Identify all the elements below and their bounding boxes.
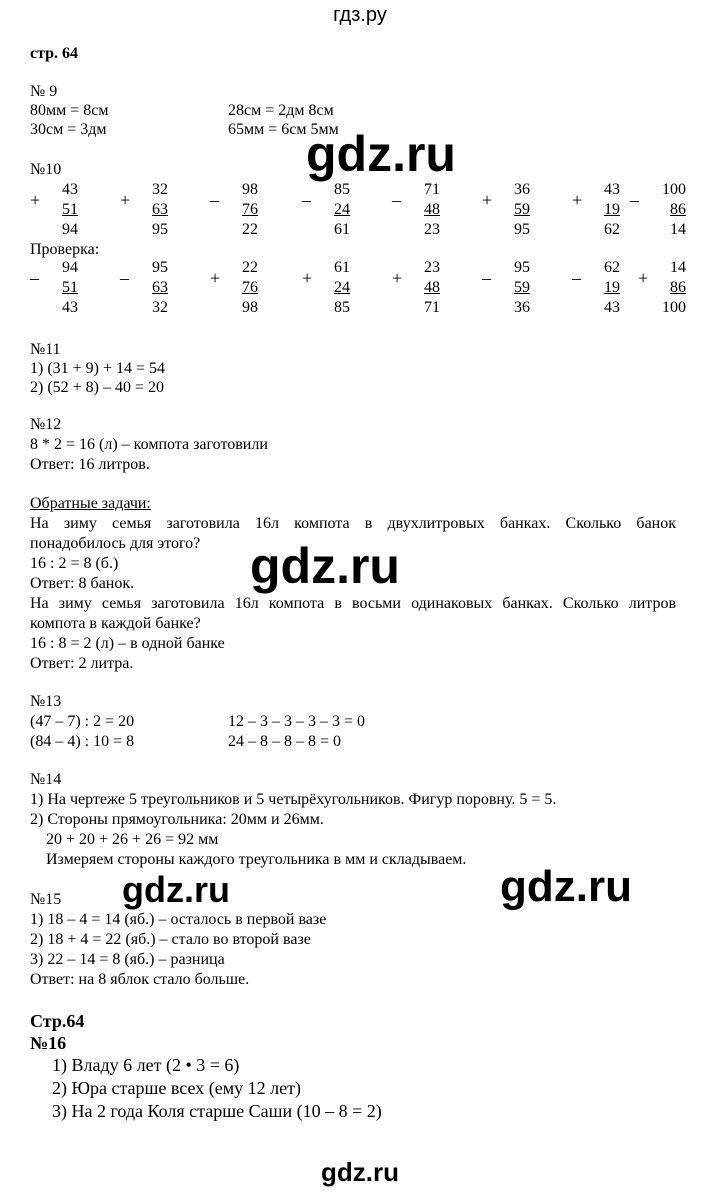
n10-example-3-operator: – (210, 190, 219, 210)
n10-check-1-b: 51 (62, 279, 78, 296)
n10-example-8-b: 86 (670, 201, 686, 218)
n10-example-3-a: 98 (242, 181, 258, 198)
n12-task1-solution: 16 : 2 = 8 (б.) (30, 555, 119, 572)
n10-check-5-operator: + (392, 268, 403, 288)
n10-check-7-r: 43 (604, 299, 620, 316)
n12-task1-line2: понадобилось для этого? (30, 535, 201, 552)
n10-check-6-a: 95 (514, 259, 530, 276)
n10-example-7-r: 62 (604, 221, 620, 238)
watermark-3: gdz.ru (122, 869, 230, 910)
n10-example-1-b: 51 (62, 201, 78, 218)
n10-example-7-a: 43 (604, 181, 620, 198)
n10-example-2-b: 63 (152, 201, 168, 218)
n10-example-4-r: 61 (334, 221, 350, 238)
n10-example-5-a: 71 (424, 181, 440, 198)
n13-title: №13 (30, 693, 62, 710)
n15-line-3: 3) 22 – 14 = 8 (яб.) – разница (30, 951, 225, 968)
n12-task2-solution: 16 : 8 = 2 (л) – в одной банке (30, 635, 225, 652)
n10-example-8-a: 100 (662, 181, 686, 198)
n10-example-3-r: 22 (242, 221, 258, 238)
n10-check-3-operator: + (210, 268, 221, 288)
n10-example-4-a: 85 (334, 181, 350, 198)
n10-example-6-a: 36 (514, 181, 530, 198)
n9-left-2: 30см = 3дм (30, 121, 107, 138)
n10-example-1-r: 94 (62, 221, 78, 238)
n14-title: №14 (30, 771, 62, 788)
n12-task2-line1: На зиму семья заготовила 16л компота в восьми одинаковых банках. Сколько литров (30, 595, 676, 612)
n10-check-8-operator: + (638, 268, 649, 288)
page-heading: стр. 64 (30, 45, 79, 62)
n12-title: №12 (30, 416, 62, 433)
n11-title: №11 (30, 341, 61, 358)
n10-check-3-a: 22 (242, 259, 258, 276)
n10-example-7-b: 19 (604, 201, 620, 218)
n10-example-5-b: 48 (424, 201, 440, 218)
n16-title: №16 (30, 1033, 67, 1053)
n10-check-2-r: 32 (152, 299, 168, 316)
n10-check-7-operator: – (572, 268, 581, 288)
n9-right-1: 28см = 2дм 8см (228, 102, 334, 119)
n12-solution: 8 * 2 = 16 (л) – компота заготовили (30, 436, 268, 453)
n10-check-1-operator: – (30, 268, 39, 288)
n10-check-8-b: 86 (670, 279, 686, 296)
n15-line-2: 2) 18 + 4 = 22 (яб.) – стало во второй вазе (30, 931, 311, 948)
n12-task1-line1: На зиму семья заготовила 16л компота в двухлитровых банках. Сколько банок (30, 515, 676, 532)
n10-check-5-a: 23 (424, 259, 440, 276)
n14-line-2: 2) Стороны прямоугольника: 20мм и 26мм. (30, 811, 324, 828)
n10-check-6-b: 59 (514, 279, 530, 296)
n14-line-1: 1) На чертеже 5 треугольников и 5 четырёхугольников. Фигур поровну. 5 = 5. (30, 791, 557, 808)
n10-check-2-a: 95 (152, 259, 168, 276)
n12-task2-answer: Ответ: 2 литра. (30, 655, 134, 672)
n11-line-2: 2) (52 + 8) – 40 = 20 (30, 379, 165, 396)
n10-check-4-a: 61 (334, 259, 350, 276)
watermark-4: gdz.ru (500, 862, 632, 911)
n16-line-1: 1) Владу 6 лет (2 • 3 = 6) (52, 1055, 240, 1075)
n14-line-3: 20 + 20 + 26 + 26 = 92 мм (46, 831, 219, 848)
n10-example-2-r: 95 (152, 221, 168, 238)
n13-left-1: (47 – 7) : 2 = 20 (30, 713, 135, 730)
n10-check-7-a: 62 (604, 259, 620, 276)
n12-task1-answer: Ответ: 8 банок. (30, 575, 135, 592)
n10-example-1-a: 43 (62, 181, 78, 198)
n10-check-3-b: 76 (242, 279, 258, 296)
n15-line-4: Ответ: на 8 яблок стало больше. (30, 971, 250, 988)
n10-check-5-b: 48 (424, 279, 440, 296)
n10-example-3-b: 76 (242, 201, 258, 218)
n10-check-4-b: 24 (334, 279, 350, 296)
n9-right-2: 65мм = 6см 5мм (228, 121, 339, 138)
n10-example-2-operator: + (120, 190, 131, 210)
n16-line-2: 2) Юра старше всех (ему 12 лет) (52, 1078, 301, 1098)
n10-check-3-r: 98 (242, 299, 258, 316)
n12-answer: Ответ: 16 литров. (30, 456, 150, 473)
watermark-footer: gdz.ru (321, 1157, 399, 1187)
n10-example-6-r: 95 (514, 221, 530, 238)
n10-check-8-a: 14 (670, 259, 686, 276)
n16-page: Стр.64 (30, 1011, 85, 1031)
n12-inverse-label: Обратные задачи: (30, 495, 151, 512)
n10-example-5-operator: – (392, 190, 401, 210)
n10-check-label: Проверка: (30, 241, 100, 258)
n10-example-8-r: 14 (670, 221, 686, 238)
n10-title: №10 (30, 161, 62, 178)
n14-line-4: Измеряем стороны каждого треугольника в мм и складываем. (46, 851, 467, 868)
watermark-1: gdz.ru (306, 126, 456, 182)
n10-check-8-r: 100 (662, 299, 686, 316)
n15-line-1: 1) 18 – 4 = 14 (яб.) – осталось в первой вазе (30, 911, 327, 928)
n10-check-4-r: 85 (334, 299, 350, 316)
n9-left-1: 80мм = 8см (30, 102, 109, 119)
n10-check-7-b: 19 (604, 279, 620, 296)
n10-example-6-b: 59 (514, 201, 530, 218)
n13-left-2: (84 – 4) : 10 = 8 (30, 733, 135, 750)
n10-check-1-a: 94 (62, 259, 78, 276)
watermark-2: gdz.ru (250, 538, 400, 594)
n16-line-3: 3) На 2 года Коля старше Саши (10 – 8 = 2) (52, 1101, 382, 1121)
n10-check-1-r: 43 (62, 299, 78, 316)
n10-example-8-operator: – (630, 190, 639, 210)
n9-title: № 9 (30, 83, 58, 100)
n10-check-5-r: 71 (424, 299, 440, 316)
n13-right-1: 12 – 3 – 3 – 3 – 3 = 0 (228, 713, 366, 730)
n10-check-6-r: 36 (514, 299, 530, 316)
n10-example-1-operator: + (30, 190, 41, 210)
n15-title: №15 (30, 891, 62, 908)
n10-check-4-operator: + (302, 268, 313, 288)
n12-task2-line2: компота в каждой банке? (30, 615, 201, 632)
n10-example-2-a: 32 (152, 181, 168, 198)
n10-check-6-operator: – (482, 268, 491, 288)
n10-check-2-b: 63 (152, 279, 168, 296)
n10-check-2-operator: – (120, 268, 129, 288)
n10-example-6-operator: + (482, 190, 493, 210)
n10-example-7-operator: + (572, 190, 583, 210)
n10-example-4-operator: – (302, 190, 311, 210)
n13-right-2: 24 – 8 – 8 – 8 = 0 (228, 733, 342, 750)
n10-example-4-b: 24 (334, 201, 350, 218)
site-title: гдз.ру (333, 4, 387, 26)
n10-example-5-r: 23 (424, 221, 440, 238)
n11-line-1: 1) (31 + 9) + 14 = 54 (30, 360, 166, 377)
